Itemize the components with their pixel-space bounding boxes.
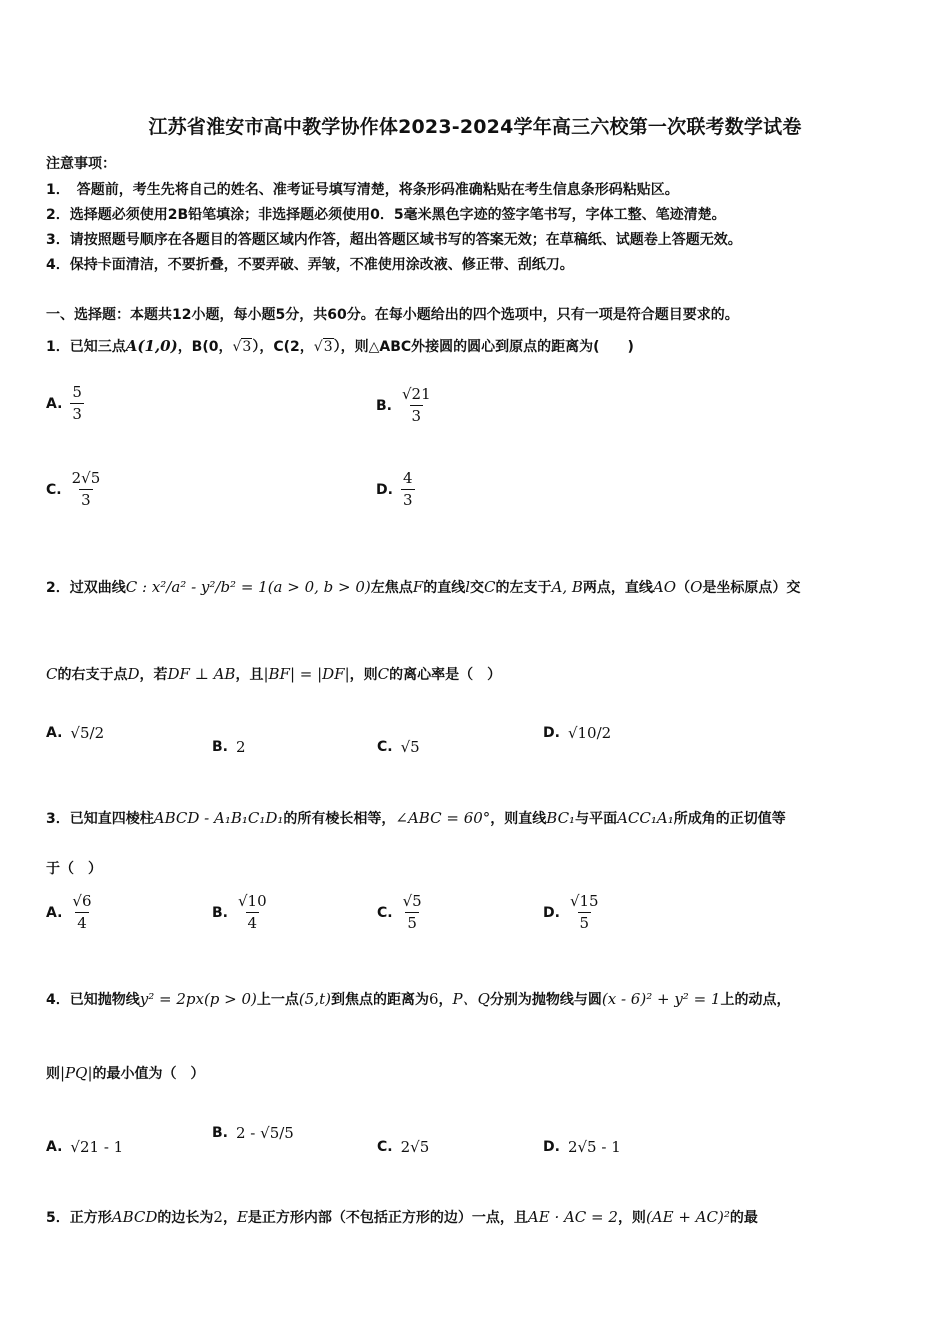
- q5-two: 2: [213, 1208, 223, 1226]
- question-2-stem-line2: [46, 664, 501, 684]
- q2-option-c-value: √5: [400, 738, 420, 756]
- q3-option-a-value: $\frac{√6}{4}$: [72, 892, 92, 933]
- q4-pq: P、Q: [452, 990, 490, 1008]
- q3-option-b-value: $\frac{√10}{4}$: [238, 892, 267, 933]
- q5-text-f: 的最: [729, 1210, 758, 1226]
- q3-text-e: 所成角的正切值等: [673, 811, 786, 827]
- q4-option-c-value: 2√5: [400, 1138, 430, 1156]
- q1-option-c-label: C.: [46, 481, 62, 498]
- q3-angle: ∠ABC = 60°: [395, 809, 491, 827]
- q2-ao: AO: [652, 578, 677, 596]
- q5-expr: (AE + AC)²: [645, 1208, 730, 1226]
- q3-text-c: ，则直线: [490, 811, 547, 827]
- q4-circle: (x - 6)² + y² = 1: [601, 990, 721, 1008]
- q1-option-d-label: D.: [376, 481, 393, 498]
- q2-option-d-value: √10/2: [567, 724, 612, 742]
- q4-text-a: 4．已知抛物线: [46, 992, 140, 1008]
- q2-option-a-label: A.: [46, 725, 63, 741]
- q2-text-a: 2．过双曲线: [46, 580, 126, 596]
- q2-text-e: 的左支于: [495, 580, 552, 596]
- question-2-stem: [46, 577, 800, 597]
- q3-option-c[interactable]: [377, 893, 424, 933]
- q4-text-d: ，: [438, 992, 453, 1008]
- note-item-1: 1． 答题前，考生先将自己的姓名、准考证号填写清楚，将条形码准确粘贴在考生信息条形码粘贴区。: [46, 182, 679, 198]
- q3-option-d-label: D.: [543, 904, 560, 921]
- q2-option-b[interactable]: [212, 738, 246, 756]
- q5-dot: AE · AC = 2: [527, 1208, 618, 1226]
- q2-text-g: （: [676, 580, 691, 596]
- notes-heading: 注意事项：: [46, 156, 116, 172]
- q3-bc1: BC₁: [546, 809, 576, 827]
- q2-text-b: 左焦点: [370, 580, 413, 596]
- q1-option-b-value: $\frac{√21}{3}$: [402, 385, 431, 426]
- q4-text-e: 分别为抛物线与圆: [489, 992, 602, 1008]
- q2-option-c[interactable]: [377, 738, 420, 756]
- q3-text-d: 与平面: [575, 811, 618, 827]
- q1-text-a: 1．已知三点: [46, 339, 126, 355]
- q4-text-l2b: 的最小值为（ ）: [92, 1066, 205, 1082]
- q2-text-l2e: ，则: [349, 667, 378, 683]
- q1-option-c[interactable]: [46, 470, 102, 510]
- q4-text-l2a: 则: [46, 1066, 60, 1082]
- question-4-stem-line2: [46, 1063, 205, 1083]
- q1-text-b-pre: ，B(0，: [177, 339, 233, 355]
- q5-text-c: ，: [222, 1210, 237, 1226]
- q2-perp: DF ⊥ AB: [167, 665, 236, 683]
- q4-option-b-label: B.: [212, 1125, 228, 1141]
- q2-option-c-label: C.: [377, 739, 393, 755]
- q5-text-d: 是正方形内部（不包括正方形的边）一点，且: [247, 1210, 528, 1226]
- q1-option-d-value: $\frac{4}{3}$: [402, 469, 413, 510]
- question-3-stem: [46, 808, 786, 828]
- q1-option-a-value: $\frac{5}{3}$: [72, 383, 82, 424]
- q1-option-c-value: $\frac{2√5}{3}$: [71, 469, 101, 510]
- q2-text-l2b: 的右支于点: [57, 667, 128, 683]
- q5-e: E: [236, 1208, 248, 1226]
- q4-option-d-value: 2√5 - 1: [567, 1138, 621, 1156]
- note-item-3: 3．请按照题号顺序在各题目的答题区域内作答，超出答题区域书写的答案无效；在草稿纸、试题卷上答题无效。: [46, 232, 742, 248]
- q4-point: (5,t): [298, 990, 331, 1008]
- q1-text-b-post: ），C(2，: [252, 339, 314, 355]
- question-5-stem: [46, 1207, 758, 1227]
- q4-six: 6: [428, 990, 439, 1008]
- q2-text-l2c: ，若: [139, 667, 168, 683]
- q4-option-a[interactable]: [46, 1138, 123, 1156]
- q4-text-b: 上一点: [256, 992, 299, 1008]
- q4-text-f: 上的动点，: [720, 992, 791, 1008]
- q4-abs-pq: |PQ|: [60, 1064, 93, 1082]
- q2-text-d: 交: [470, 580, 485, 596]
- q3-text-b: 的所有棱长相等，: [283, 811, 396, 827]
- q2-c-right: C: [46, 665, 58, 683]
- q5-text-a: 5．正方形: [46, 1210, 112, 1226]
- q4-option-a-label: A.: [46, 1139, 63, 1155]
- q2-option-b-label: B.: [212, 739, 228, 755]
- q2-text-c: 的直线: [423, 580, 466, 596]
- question-4-stem: [46, 988, 790, 1009]
- q3-option-d[interactable]: [543, 893, 601, 933]
- q3-prism: ABCD - A₁B₁C₁D₁: [153, 809, 284, 827]
- question-1-stem: [46, 336, 634, 356]
- q2-text-f: 两点，直线: [582, 580, 653, 596]
- q2-option-d-label: D.: [543, 725, 560, 741]
- q1-option-a[interactable]: [46, 384, 84, 424]
- q1-option-b[interactable]: [376, 386, 433, 426]
- q3-option-b[interactable]: [212, 893, 269, 933]
- q1-option-a-label: A.: [46, 395, 63, 412]
- q5-abcd: ABCD: [111, 1208, 158, 1226]
- q3-text-a: 3．已知直四棱柱: [46, 811, 154, 827]
- q2-c1: C: [484, 578, 496, 596]
- q2-text-h: 是坐标原点）交: [702, 580, 801, 596]
- q4-text-c: 到焦点的距离为: [330, 992, 429, 1008]
- q4-option-a-value: √21 - 1: [70, 1138, 124, 1156]
- exam-title: 江苏省淮安市高中教学协作体2023-2024学年高三六校第一次联考数学试卷: [148, 116, 802, 138]
- q4-option-d[interactable]: [543, 1138, 621, 1156]
- q3-option-a[interactable]: [46, 893, 94, 933]
- q1-option-d[interactable]: [376, 470, 415, 510]
- q3-option-a-label: A.: [46, 904, 63, 921]
- q2-d: D: [127, 665, 140, 683]
- q3-option-c-label: C.: [377, 904, 393, 921]
- section-heading: 一、选择题：本题共12小题，每小题5分，共60分。在每小题给出的四个选项中，只有一项是符合题目要求的。: [46, 307, 739, 323]
- q2-option-d[interactable]: [543, 724, 611, 742]
- q2-option-a-value: √5/2: [70, 724, 105, 742]
- question-3-stem-line2: 于（ ）: [46, 861, 102, 877]
- q4-parabola: y² = 2px(p > 0): [139, 990, 257, 1008]
- q1-sqrt3-b: √3: [313, 339, 333, 355]
- q4-option-d-label: D.: [543, 1139, 560, 1155]
- q2-text-l2f: 的离心率是（ ）: [389, 667, 502, 683]
- q2-l: l: [465, 578, 471, 596]
- note-item-4: 4．保持卡面清洁，不要折叠，不要弄破、弄皱，不准使用涂改液、修正带、刮纸刀。: [46, 257, 574, 273]
- q5-text-b: 的边长为: [157, 1210, 214, 1226]
- q2-hyperbola: C : x²/a² - y²/b² = 1(a > 0, b > 0): [125, 578, 371, 596]
- q1-sqrt3-a: √3: [232, 339, 252, 355]
- q4-option-c-label: C.: [377, 1139, 393, 1155]
- q2-text-l2d: ，且: [235, 667, 264, 683]
- note-item-2: 2．选择题必须使用2B铅笔填涂；非选择题必须使用0．5毫米黑色字迹的签字笔书写，字体工整、笔迹清楚。: [46, 207, 726, 223]
- q3-plane: ACC₁A₁: [617, 809, 674, 827]
- q1-option-b-label: B.: [376, 397, 392, 414]
- q2-eq: |BF| = |DF|: [263, 665, 350, 683]
- q5-text-e: ，则: [617, 1210, 646, 1226]
- q2-f: F: [412, 578, 424, 596]
- q1-text-c: ），则△ABC外接圆的圆心到原点的距离为( ): [333, 339, 634, 355]
- q3-option-d-value: $\frac{√15}{5}$: [569, 892, 599, 933]
- q3-option-c-value: $\frac{√5}{5}$: [402, 892, 422, 933]
- q2-option-a[interactable]: [46, 724, 104, 742]
- q4-option-b[interactable]: [212, 1124, 294, 1142]
- q2-ab: A, B: [551, 578, 583, 596]
- q2-option-b-value: 2: [236, 738, 246, 756]
- q4-option-b-value: 2 - √5/5: [236, 1124, 294, 1142]
- q2-c2: C: [377, 665, 390, 683]
- q4-option-c[interactable]: [377, 1138, 429, 1156]
- q1-point-a: A(1,0): [125, 337, 178, 355]
- q2-o: O: [690, 578, 703, 596]
- q3-option-b-label: B.: [212, 904, 228, 921]
